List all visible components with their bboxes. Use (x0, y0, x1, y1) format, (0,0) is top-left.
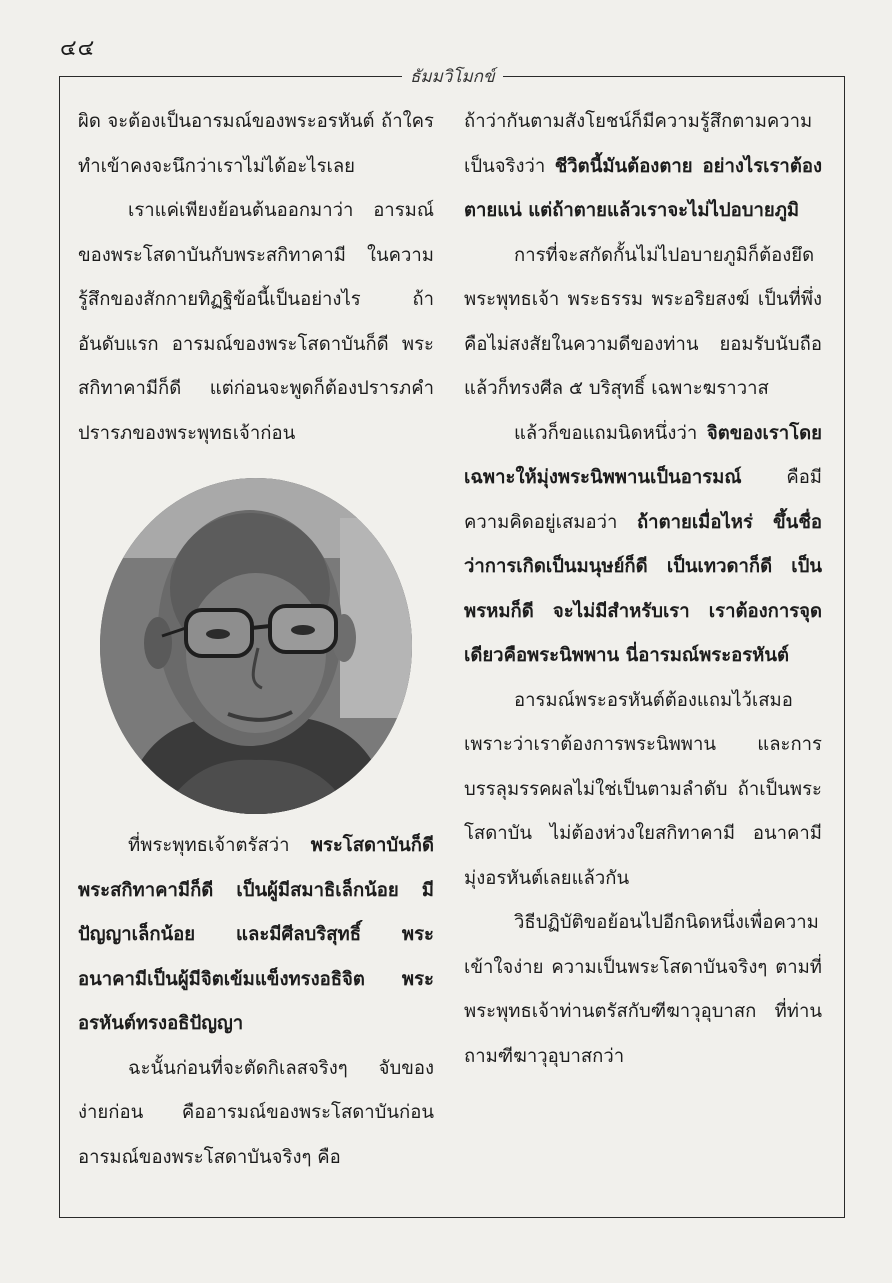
left-paragraph-3-bold: พระโสดาบันก็ดี พระสกิทาคามีก็ดี เป็นผู้มีสมาธิเล็กน้อย มีปัญญาเล็กน้อย และมีศีลบริสุทธิ์ พระอนาคามีเป็นผู้มีจิตเข้มแข็งทรงอธิจิต พระอรหันต์ทรงอธิปัญญา (78, 835, 434, 1034)
right-paragraph-2: การที่จะสกัดกั้นไม่ไปอบายภูมิก็ต้องยึดพระพุทธเจ้า พระธรรม พระอริยสงฆ์ เป็นที่พึ่ง คือไม่สงสัยในความดีของท่าน ยอมรับนับถือ แล้วก็ทรงศีล ๕ บริสุทธิ์ เฉพาะฆราวาส (464, 244, 822, 399)
left-paragraph-4: ฉะนั้นก่อนที่จะตัดกิเลสจริงๆ จับของง่ายก่อน คืออารมณ์ของพระโสดาบันก่อน อารมณ์ของพระโสดาบันจริงๆ คือ (78, 1057, 434, 1168)
left-paragraph-3 (78, 824, 434, 1047)
right-paragraph-3-plain-1: แล้วก็ขอแถมนิดหนึ่งว่า (514, 422, 698, 444)
left-paragraph-3-plain: ที่พระพุทธเจ้าตรัสว่า (128, 835, 290, 856)
right-paragraph-3 (464, 412, 822, 679)
right-column (464, 100, 822, 1079)
right-paragraph-1-bold: ชีวิตนี้มันต้องตาย อย่างไรเราต้องตายแน่ แต่ถ้าตายแล้วเราจะไม่ไปอบายภูมิ (464, 155, 822, 221)
monk-portrait-photo (100, 478, 412, 814)
left-paragraph-1: ผิด จะต้องเป็นอารมณ์ของพระอรหันต์ ถ้าใครทำเข้าคงจะนึกว่าเราไม่ได้อะไรเลย (78, 111, 434, 177)
right-paragraph-5: วิธีปฏิบัติขอย้อนไปอีกนิดหนึ่งเพื่อความเข้าใจง่าย ความเป็นพระโสดาบันจริงๆ ตามที่พระพุทธเจ้าท่านตรัสกับฑีฆาวุอุบาสก ที่ท่านถามฑีฆาวุอุบาสกว่า (464, 912, 822, 1067)
running-header: ธัมมวิโมกข์ (402, 63, 503, 90)
left-paragraph-2: เราแค่เพียงย้อนต้นออกมาว่า อารมณ์ของพระโสดาบันกับพระสกิทาคามี ในความรู้สึกของสักกายทิฏฐิข้อนี้เป็นอย่างไร ถ้าอันดับแรก อารมณ์ของพระโสดาบันก็ดี พระสกิทาคามีก็ดี แต่ก่อนจะพูดก็ต้องปรารภคำปรารภของพระพุทธเจ้าก่อน (78, 200, 434, 444)
right-paragraph-3-plain-2: คือมีความคิดอยู่เสมอว่า (464, 467, 822, 533)
page-number: ๔๔ (60, 36, 96, 61)
right-paragraph-3-bold-2: ถ้าตายเมื่อไหร่ ขึ้นชื่อว่าการเกิดเป็นมนุษย์ก็ดี เป็นเทวดาก็ดี เป็นพรหมก็ดี จะไม่มีสำหรับเรา เราต้องการจุดเดียวคือพระนิพพาน นี่อารมณ์พระอรหันต์ (464, 511, 822, 666)
left-column-top (78, 100, 434, 456)
right-paragraph-3-bold-1: จิตของเราโดยเฉพาะให้มุ่งพระนิพพานเป็นอารมณ์ (464, 422, 822, 488)
right-paragraph-1 (464, 100, 822, 234)
right-paragraph-4: อารมณ์พระอรหันต์ต้องแถมไว้เสมอ เพราะว่าเราต้องการพระนิพพาน และการบรรลุมรรคผลไม่ใช่เป็นตามลำดับ ถ้าเป็นพระโสดาบัน ไม่ต้องห่วงใยสกิทาคามี อนาคามี มุ่งอรหันต์เลยแล้วกัน (464, 689, 822, 889)
right-paragraph-1-plain: ถ้าว่ากันตามสังโยชน์ก็มีความรู้สึกตามความเป็นจริงว่า (464, 111, 813, 177)
left-column-bottom (78, 824, 434, 1180)
